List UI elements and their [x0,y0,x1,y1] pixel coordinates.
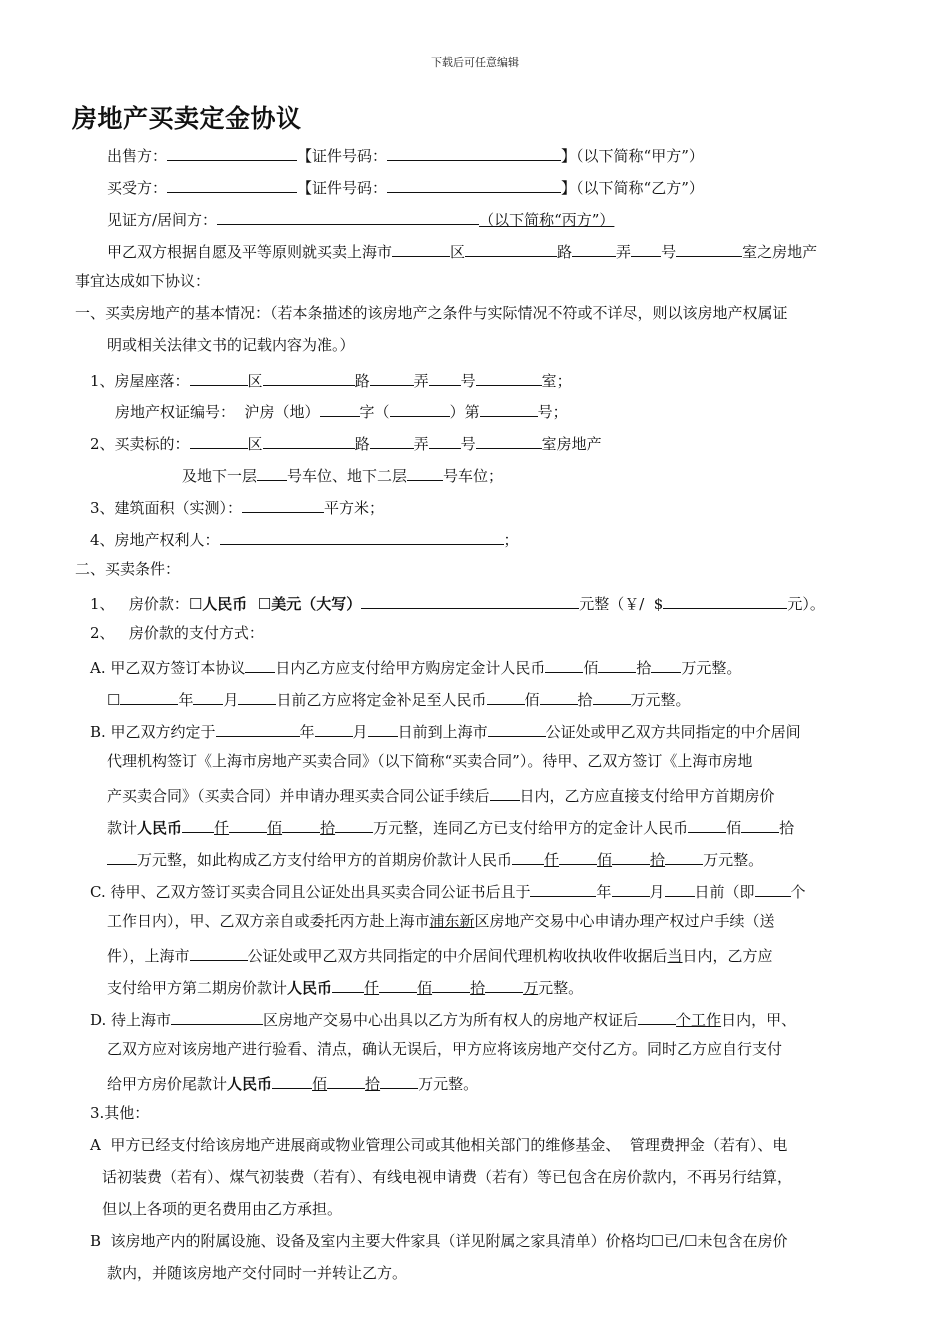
yue-label: 月 [223,691,239,709]
section1-heading: 一、买卖房地产的基本情况：（若本条描述的该房地产之条件与实际情况不符或不详尽，则以该房地产权属证 [75,304,788,322]
seller-name-blank[interactable] [167,143,297,161]
document-title: 房地产买卖定金协议 [72,104,302,133]
nong-label: 弄 [413,435,429,453]
lane-blank[interactable] [572,239,616,257]
d-district-blank[interactable] [171,1007,263,1025]
sub-road-blank[interactable] [263,431,355,449]
bai-label: 佰 [524,691,540,709]
c4-qian-blank[interactable] [332,975,364,993]
clause-c3-text-2: 公证处或甲乙双方共同指定的中介居间代理机构收执收件收据后 [247,947,668,965]
price-figure-blank[interactable] [663,591,787,609]
workday-label: 个工作 [676,1011,722,1029]
b-notary-blank[interactable] [488,719,546,737]
clause-b-line-4 [107,815,794,838]
district-blank[interactable] [392,239,450,257]
parking-b2-blank[interactable] [407,463,443,481]
clause-c3-text: 件），上海市 [107,947,190,965]
hao-label: 号 [460,435,476,453]
a2-checkbox[interactable]: ☐ [107,691,121,709]
room-blank[interactable] [676,239,742,257]
parking-b1-blank[interactable] [257,463,287,481]
loc-district-blank[interactable] [190,368,248,386]
owner-line [90,527,519,550]
clause-a-text-2: 日内乙方应支付给甲方购房定金计人民币 [275,659,546,677]
section2-heading: 二、买卖条件： [75,560,181,578]
others-b-line-2: 款内，并随该房地产交付同时一并转让乙方。 [107,1264,408,1282]
c-day-blank[interactable] [665,879,695,897]
b5-wan-blank-2[interactable] [665,847,703,865]
b-year-blank[interactable] [216,719,300,737]
qian-label: 仟 [544,851,560,869]
shi-label: 拾 [779,819,795,837]
a2-bai-blank[interactable] [487,687,525,705]
shi-label: 拾 [470,979,486,997]
clause-b-line-5 [107,847,763,870]
clause-a-line-2 [107,687,691,710]
road-label: 路 [557,243,573,261]
price-words-blank[interactable] [361,591,579,609]
yue-label: 月 [649,883,665,901]
clause-c2-text: 工作日内），甲、乙双方亲自或委托丙方赴上海市 [107,912,430,930]
nian-label: 年 [596,883,612,901]
shi-label: 拾 [577,691,593,709]
clause-b3-text: 产买卖合同》（买卖合同）并申请办理买卖合同公证手续后 [107,787,490,805]
bai-label: 佰 [726,819,742,837]
clause-b-line-2: 代理机构签订《上海市房地产买卖合同》（以下简称“买卖合同”）。待甲、乙双方签订《上海市房地 [107,752,753,770]
clause-a-text: A. 甲乙双方签订本协议 [90,659,246,677]
owner-label: 4、房地产权利人： [90,531,220,549]
seller-label: 出售方： [107,147,168,165]
clause-d3-text: 给甲方房价尾款计 [107,1075,228,1093]
loc-number-blank[interactable] [429,368,461,386]
cert-paren-label: ）第 [449,403,480,421]
b5-bai-blank[interactable] [559,847,597,865]
cert-number-line [115,399,568,422]
section1-heading-cont: 明或相关法律文书的记载内容为准。） [107,336,355,354]
cert-zi-label: 字（ [359,403,390,421]
cert-number-label: 房地产权证编号： 沪房（地） [115,403,320,421]
buyer-alias: （以下简称“乙方”） [576,179,704,197]
wanyuan-label: 万元整。 [418,1075,479,1093]
clause-d-line-3 [107,1071,478,1094]
seller-line [107,143,704,166]
clause-b4-text: 款计 [107,819,138,837]
clause-b3-text-2: 日内，乙方应直接支付给甲方首期房价 [519,787,775,805]
nong-label: 弄 [413,372,429,390]
seller-alias: （以下简称“甲方”） [576,147,704,165]
clause-a2-text: 日前乙方应将定金补足至人民币 [276,691,487,709]
parking-end: 号车位； [443,467,504,485]
preamble-text: 甲乙双方根据自愿及平等原则就买卖上海市 [107,243,393,261]
c-notary-blank[interactable] [190,943,248,961]
others-a-line-3: 但以上各项的更名费用由乙方承担。 [102,1200,343,1218]
owner-blank[interactable] [220,527,504,545]
c4-shi-blank[interactable] [432,975,470,993]
nian-label: 年 [299,723,315,741]
b5-shi-blank[interactable] [612,847,650,865]
bai-label: 佰 [583,659,599,677]
price-end: 元）。 [787,595,825,613]
clause-b5-text: 万元整，如此构成乙方支付给甲方的首期房价款计人民币 [137,851,513,869]
area-line [90,495,384,518]
cert-zi-blank[interactable] [320,399,360,417]
clause-c-text-3: 个 [790,883,806,901]
b5-qian-blank[interactable] [512,847,544,865]
qu-label: 区 [247,372,263,390]
lu-label: 路 [354,435,370,453]
clause-b-text-2: 日前到上海市 [397,723,488,741]
area-label: 3、建筑面积（实测）： [90,499,243,517]
clause-c-text-2: 日前（即 [694,883,755,901]
lu-label: 路 [354,372,370,390]
sub-lane-blank[interactable] [370,431,414,449]
clause-b-text: B. 甲乙双方约定于 [90,723,216,741]
location-label: 1、房屋座落： [90,372,190,390]
b4-shi-blank[interactable] [282,815,320,833]
clause-c-line-3 [107,943,773,966]
loc-room-blank[interactable] [476,368,542,386]
a-wan-blank[interactable] [651,655,681,673]
qian-label: 仟 [364,979,380,997]
c-workdays-blank[interactable] [755,879,791,897]
clause-c4-end: 元整。 [538,979,584,997]
wanyuan-label: 万元整。 [681,659,742,677]
a2-year-blank[interactable] [120,687,178,705]
clause-b-text-3: 公证处或甲乙双方共同指定的中介居间 [545,723,801,741]
room-suffix: 室之房地产 [742,243,818,261]
sub-number-blank[interactable] [429,431,461,449]
witness-label: 见证方/居间方： [107,211,218,229]
b4-bai-blank[interactable] [229,815,267,833]
a-bai-blank[interactable] [545,655,583,673]
witness-name-blank[interactable] [217,207,479,225]
clause-c-line-2 [107,911,775,931]
clause-b-line-1 [90,719,801,742]
clause-d-text-2: 区房地产交易中心出具以乙方为所有权人的房地产权证后 [263,1011,639,1029]
location-line [90,368,572,391]
loc-road-blank[interactable] [263,368,355,386]
road-blank[interactable] [465,239,557,257]
c-year-blank[interactable] [530,879,596,897]
currency-options[interactable]: ☐人民币 ☐美元（大写） [188,595,362,613]
parking-line [182,463,503,486]
b4-wan-blank[interactable] [335,815,373,833]
payment-method-heading: 2、 房价款的支付方式： [90,624,264,642]
dang-label: 当 [667,947,683,965]
parking-b2-label: 号车位、地下二层 [287,467,408,485]
sub-district-blank[interactable] [190,431,248,449]
clause-a-line-1 [90,655,741,678]
shi-label: 室； [541,372,572,390]
buyer-cert-blank[interactable] [387,175,561,193]
owner-end: ； [503,531,519,549]
loc-lane-blank[interactable] [370,368,414,386]
subject-line [90,431,602,454]
cert-hao-label: 号； [537,403,568,421]
buyer-line [107,175,704,198]
clause-c-line-4: 支付给甲方第二期房价款计人民币 仟 佰 拾 万元整。 [107,975,583,998]
pudong-label: 浦东新 [429,912,475,930]
lane-label: 弄 [616,243,632,261]
buyer-label: 买受方： [107,179,168,197]
others-a-line-2: 话初装费（若有）、煤气初装费（若有）、有线电视申请费（若有）等已包含在房价款内，不再另行结算， [102,1168,793,1186]
cert-open: 【证件号码： [297,147,388,165]
a2-month-blank[interactable] [193,687,223,705]
a-days-blank[interactable] [245,655,275,673]
others-b-line-1: B 该房地产内的附属设施、设备及室内主要大件家具（详见附属之家具清单）价格均☐已/☐未包含在房价 [90,1232,788,1250]
clause-c2-text-2: 区房地产交易中心申请办理产权过户手续（送 [474,912,775,930]
d-days-blank[interactable] [638,1007,676,1025]
witness-line [107,207,614,230]
cert-close: 】 [561,147,577,165]
hao-label: 号 [460,372,476,390]
clause-c-line-1 [90,879,806,902]
b-day-blank[interactable] [368,719,398,737]
price-mid: 元整（￥/ $ [579,595,664,613]
cert-paren-blank[interactable] [390,399,450,417]
a2-shi-blank[interactable] [540,687,578,705]
shi-label: 拾 [650,851,666,869]
subject-end: 室房地产 [541,435,602,453]
yue-label: 月 [352,723,368,741]
b4-dep-bai-blank[interactable] [688,815,726,833]
bai-label: 佰 [312,1075,328,1093]
qian-label: 仟 [214,819,230,837]
area-blank[interactable] [242,495,324,513]
shi-label: 拾 [365,1075,381,1093]
rmb-label: 人民币 [287,979,333,997]
sub-room-blank[interactable] [476,431,542,449]
area-unit: 平方米； [324,499,385,517]
wanyuan-label: 万元整。 [630,691,691,709]
shi-label: 拾 [320,819,336,837]
clause-d-text-3: 日内，甲、 [721,1011,797,1029]
nian-label: 年 [178,691,194,709]
clause-c4-text: 支付给甲方第二期房价款计 [107,979,288,997]
clause-c-text: C. 待甲、乙双方签订买卖合同且公证处出具买卖合同公证书后且于 [90,883,531,901]
others-heading: 3.其他： [90,1104,150,1122]
d3-bai-blank[interactable] [272,1071,312,1089]
parking-b1-label: 及地下一层 [182,467,258,485]
price-label: 1、 房价款： [90,595,189,613]
b-days-blank[interactable] [490,783,520,801]
b4-qian-blank[interactable] [182,815,214,833]
bai-label: 佰 [267,819,283,837]
number-blank[interactable] [631,239,661,257]
qu-label: 区 [247,435,263,453]
a2-wan-blank[interactable] [593,687,631,705]
c-month-blank[interactable] [612,879,650,897]
wanyuan-label: 万元整。 [703,851,764,869]
b4-dep-shi-blank[interactable] [741,815,779,833]
d3-shi-blank[interactable] [327,1071,365,1089]
c4-bai-blank[interactable] [379,975,417,993]
clause-d-text: D. 待上海市 [90,1011,172,1029]
clause-b4-text-2: 万元整，连同乙方已支付给甲方的定金计人民币 [373,819,689,837]
cert-close: 】 [561,179,577,197]
witness-alias: （以下简称“丙方”） [479,211,615,229]
cert-open: 【证件号码： [297,179,388,197]
district-label: 区 [450,243,466,261]
subject-label: 2、买卖标的： [90,435,190,453]
cert-no-blank[interactable] [480,399,538,417]
a2-day-blank[interactable] [238,687,276,705]
bai-label: 佰 [597,851,613,869]
b-month-blank[interactable] [315,719,353,737]
others-a-line-1: A 甲方已经支付给该房地产进展商或物业管理公司或其他相关部门的维修基金、 管理费押金（若有）、电 [90,1136,788,1154]
seller-cert-blank[interactable] [387,143,561,161]
clause-b-line-3 [107,783,775,806]
clause-d-line-1 [90,1007,796,1030]
clause-d-line-2: 乙双方应对该房地产进行验看、清点，确认无误后，甲方应将该房地产交付乙方。同时乙方应自行支付 [107,1040,783,1058]
price-line [90,591,825,614]
preamble-line-2: 事宜达成如下协议： [75,272,211,290]
number-label: 号 [661,243,677,261]
a-shi-blank[interactable] [598,655,636,673]
rmb-label: 人民币 [137,819,183,837]
clause-c3-text-3: 日内，乙方应 [682,947,773,965]
b5-wan-blank[interactable] [107,847,137,865]
rmb-label: 人民币 [227,1075,273,1093]
shi-label: 拾 [636,659,652,677]
c4-wan-blank[interactable] [485,975,523,993]
header-note: 下载后可任意编辑 [431,56,519,69]
bai-label: 佰 [417,979,433,997]
d3-wan-blank[interactable] [380,1071,418,1089]
buyer-name-blank[interactable] [167,175,297,193]
preamble-line-1 [107,239,817,262]
